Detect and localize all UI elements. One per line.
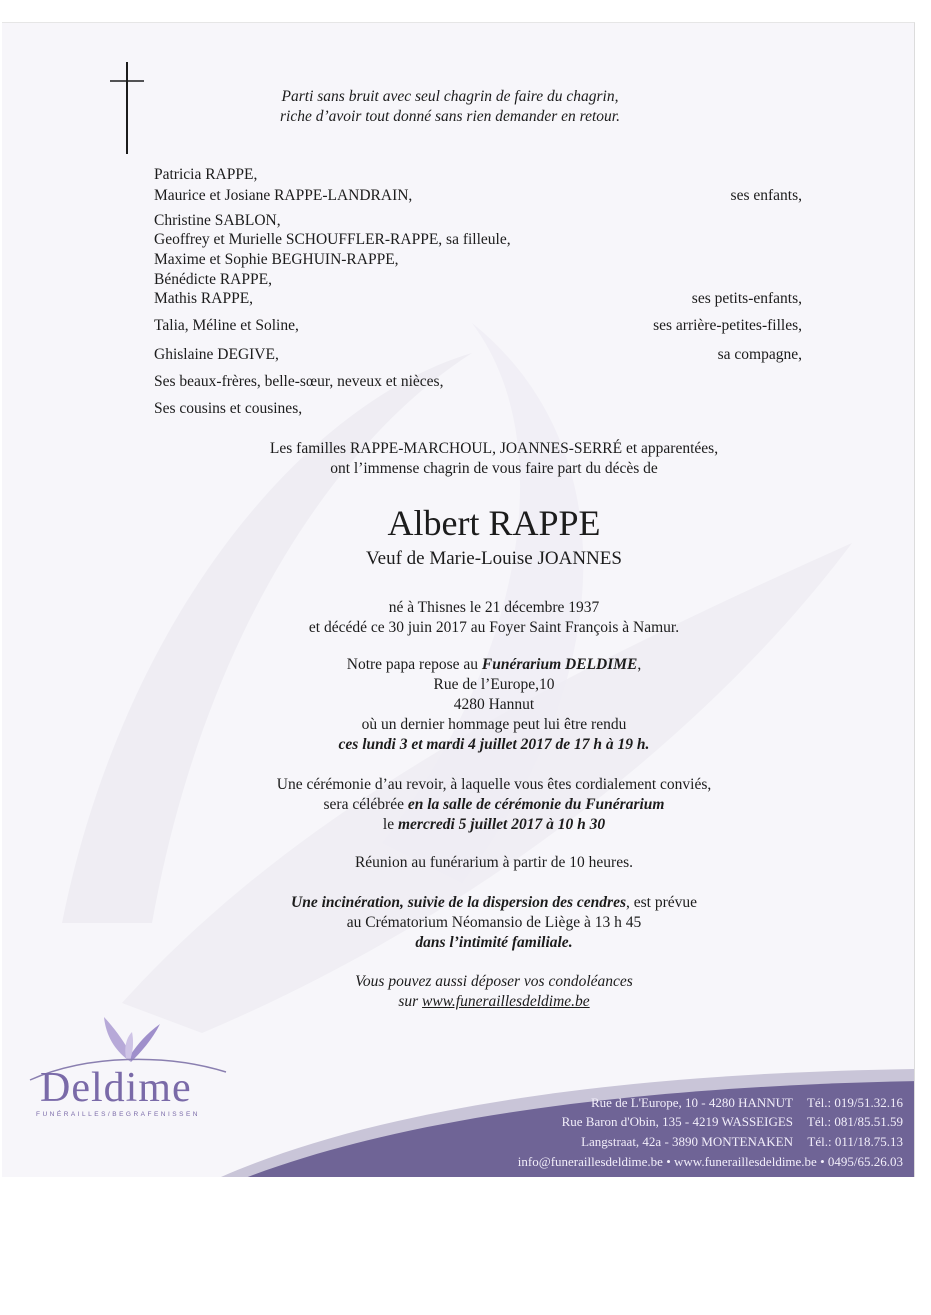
verse-line-1: Parti sans bruit avec seul chagrin de faire du chagrin, bbox=[281, 88, 619, 105]
cross-icon bbox=[110, 62, 144, 154]
deceased-name: Albert RAPPE bbox=[387, 503, 601, 543]
announcement-line-2: ont l’immense chagrin de vous faire part du décès de bbox=[330, 460, 658, 477]
repose-line-3: 4280 Hannut bbox=[453, 696, 535, 713]
death-line: et décédé ce 30 juin 2017 au Foyer Saint François à Namur. bbox=[308, 619, 680, 636]
footer-contact-line: info@funeraillesdeldime.be • www.funeraillesdeldime.be • 0495/65.26.03 bbox=[517, 1154, 903, 1169]
family-line-2: Maurice et Josiane RAPPE-LANDRAIN, bbox=[154, 187, 413, 204]
repose-suffix: , bbox=[637, 656, 642, 673]
announcement-line-1: Les familles RAPPE-MARCHOUL, JOANNES-SERRÉ et apparentées, bbox=[269, 440, 719, 457]
cremation-line-1 bbox=[0, 893, 931, 913]
ceremony-info bbox=[0, 775, 931, 835]
ceremony-date: mercredi 5 juillet 2017 à 10 h 30 bbox=[397, 816, 606, 833]
family-line-3: Christine SABLON, bbox=[154, 212, 281, 229]
condolences-line-1: Vous pouvez aussi déposer vos condoléances bbox=[355, 973, 633, 990]
condolences-prefix: sur bbox=[398, 993, 423, 1010]
reunion-line: Réunion au funérarium à partir de 10 heures. bbox=[354, 854, 634, 871]
footer-address-3: Langstraat, 42a - 3890 MONTENAKEN bbox=[581, 1134, 793, 1149]
family-line-7: Mathis RAPPE, bbox=[154, 290, 254, 307]
widow-line: Veuf de Marie-Louise JOANNES bbox=[366, 548, 622, 569]
condolences-line-2 bbox=[0, 992, 931, 1012]
birth-death-dates bbox=[0, 598, 931, 638]
cremation-line-3: dans l’intimité familiale. bbox=[415, 934, 573, 951]
relation-grandchildren: ses petits-enfants, bbox=[691, 290, 802, 307]
announcement bbox=[0, 439, 931, 479]
condolences-link[interactable]: www.funeraillesdeldime.be bbox=[422, 993, 590, 1010]
opening-verse bbox=[230, 87, 670, 127]
cremation-suffix: , est prévue bbox=[625, 894, 697, 911]
visiting-hours: ces lundi 3 et mardi 4 juillet 2017 de 17 h à 19 h. bbox=[338, 736, 650, 753]
repose-info bbox=[0, 655, 931, 755]
ceremony-line-1: Une cérémonie d’au revoir, à laquelle vous êtes cordialement conviés, bbox=[276, 776, 712, 793]
repose-line-2: Rue de l’Europe,10 bbox=[433, 676, 555, 693]
family-line-1: Patricia RAPPE, bbox=[154, 166, 258, 183]
family-line-10: Ses beaux-frères, belle-sœur, neveux et nièces, bbox=[154, 373, 444, 390]
footer-phone-1: Tél.: 019/51.32.16 bbox=[806, 1095, 903, 1110]
footer-contact-2 bbox=[562, 1114, 903, 1130]
repose-prefix: Notre papa repose au bbox=[346, 656, 482, 673]
funerarium-name: Funérarium DELDIME bbox=[481, 656, 638, 673]
condolences-info bbox=[0, 972, 931, 1012]
ceremony-line-2 bbox=[0, 795, 931, 815]
family-line-9: Ghislaine DEGIVE, bbox=[154, 346, 279, 363]
birth-line: né à Thisnes le 21 décembre 1937 bbox=[388, 599, 600, 616]
verse-line-2: riche d’avoir tout donné sans rien demander en retour. bbox=[280, 108, 620, 125]
ceremony-prefix: sera célébrée bbox=[323, 796, 408, 813]
family-line-6: Bénédicte RAPPE, bbox=[154, 271, 272, 288]
relation-companion: sa compagne, bbox=[717, 346, 802, 363]
relation-great-granddaughters: ses arrière-petites-filles, bbox=[653, 317, 802, 334]
repose-line-4: où un dernier hommage peut lui être rendu bbox=[361, 716, 627, 733]
footer-address-1: Rue de L'Europe, 10 - 4280 HANNUT bbox=[591, 1095, 793, 1110]
cremation-info bbox=[0, 893, 931, 953]
ceremony-place: en la salle de cérémonie du Funérarium bbox=[407, 796, 665, 813]
family-line-11: Ses cousins et cousines, bbox=[154, 400, 303, 417]
cremation-emphasis: Une incinération, suivie de la dispersion des cendres bbox=[291, 894, 626, 911]
footer-phone-2: Tél.: 081/85.51.59 bbox=[806, 1114, 903, 1129]
footer-phone-3: Tél.: 011/18.75.13 bbox=[807, 1134, 903, 1149]
footer-contact-1 bbox=[591, 1095, 903, 1111]
cremation-line-2: au Crématorium Néomansio de Liège à 13 h 45 bbox=[346, 914, 642, 931]
ceremony-date-prefix: le bbox=[382, 816, 398, 833]
footer-contact-3 bbox=[581, 1134, 903, 1150]
footer-address-2: Rue Baron d'Obin, 135 - 4219 WASSEIGES bbox=[561, 1114, 793, 1129]
logo-tagline: FUNÉRAILLES/BEGRAFENISSEN bbox=[36, 1111, 200, 1118]
ceremony-line-3 bbox=[0, 815, 931, 835]
family-line-4: Geoffrey et Murielle SCHOUFFLER-RAPPE, sa filleule, bbox=[154, 231, 511, 248]
repose-line-1 bbox=[0, 655, 931, 675]
family-line-5: Maxime et Sophie BEGHUIN-RAPPE, bbox=[154, 251, 399, 268]
family-line-8: Talia, Méline et Soline, bbox=[154, 317, 299, 334]
logo-wordmark: Deldime bbox=[40, 1065, 192, 1111]
relation-children: ses enfants, bbox=[730, 187, 802, 204]
